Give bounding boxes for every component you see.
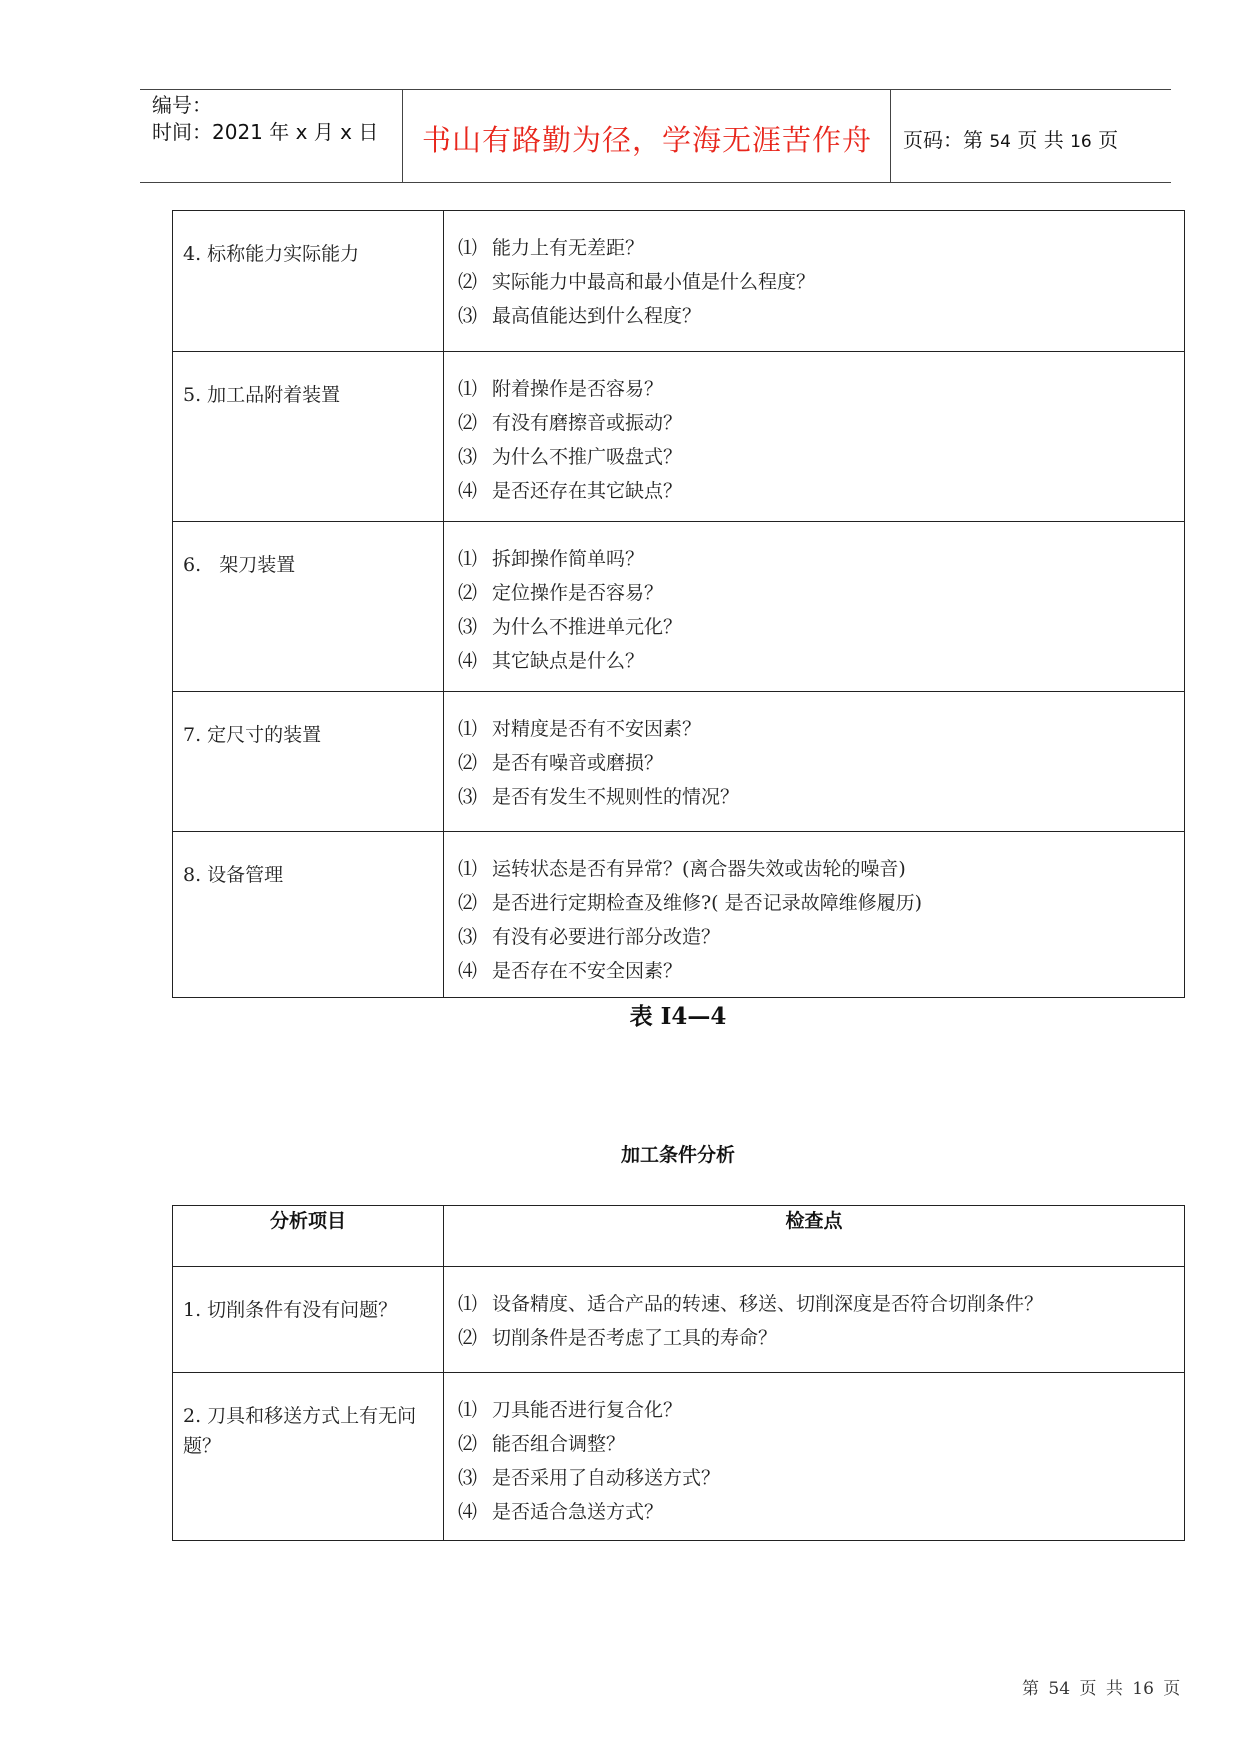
header-divider-right [890,90,891,183]
table-row [173,692,1185,832]
header-divider-left [402,90,403,183]
analysis-item: 2. 刀具和移送方式上有无问题？ [183,1405,417,1457]
check-point: ⑶ 是否有发生不规则性的情况？ [458,786,740,808]
analysis-item: 8. 设备管理 [183,864,284,886]
page-suffix: 页 [1098,128,1119,152]
check-point: ⑴ 对精度是否有不安因素？ [458,718,702,740]
analysis-item: 5. 加工品附着装置 [183,384,341,406]
check-point: ⑶ 为什么不推进单元化？ [458,616,683,638]
analysis-item: 7. 定尺寸的装置 [183,724,322,746]
analysis-item: 6. 架刀装置 [183,554,296,576]
column-header-checkpoint: 检查点 [444,1206,1185,1267]
equipment-check-table [172,210,1185,998]
header-top-rule [140,89,1171,90]
table-row [173,211,1185,352]
check-point: ⑵ 定位操作是否容易？ [458,582,664,604]
page-total: 16 [1070,132,1092,152]
document-time: 时间：2021 年 x 月 x 日 [152,120,379,144]
check-point: ⑴ 运转状态是否有异常？(离合器失效或齿轮的噪音) [458,858,906,880]
table-row [173,352,1185,522]
check-point: ⑴ 设备精度、适合产品的转速、移送、切削深度是否符合切削条件？ [458,1293,1044,1315]
table-row [173,1267,1185,1373]
check-point: ⑷ 其它缺点是什么？ [458,650,645,672]
page-prefix: 页码：第 [903,128,983,152]
check-point: ⑶ 有没有必要进行部分改造？ [458,926,721,948]
check-point: ⑴ 能力上有无差距？ [458,237,645,259]
table-row [173,1373,1185,1541]
check-point: ⑵ 是否有噪音或磨损？ [458,752,664,774]
check-point: ⑵ 实际能力中最高和最小值是什么程度？ [458,271,816,293]
check-point: ⑶ 为什么不推广吸盘式？ [458,446,683,468]
analysis-item: 4. 标称能力实际能力 [183,243,360,265]
page-current: 54 [989,132,1011,152]
page-mid: 页 共 [1017,128,1064,152]
check-point: ⑷ 是否存在不安全因素？ [458,960,683,982]
header-bottom-rule [140,182,1171,183]
check-point: ⑵ 能否组合调整？ [458,1433,626,1455]
header-motto: 书山有路勤为径，学海无涯苦作舟 [421,123,872,157]
analysis-item: 1. 切削条件有没有问题？ [183,1299,398,1321]
check-point: ⑷ 是否还存在其它缺点？ [458,480,683,502]
header-meta [152,92,378,146]
table-caption: 表 I4—4 [629,1003,727,1030]
check-point: ⑷ 是否适合急送方式？ [458,1501,664,1523]
check-point: ⑶ 是否采用了自动移送方式？ [458,1467,721,1489]
section-title: 加工条件分析 [620,1144,735,1166]
machining-conditions-table [172,1205,1185,1541]
page-footer: 第 54 页 共 16 页 [1022,1679,1181,1699]
check-point: ⑴ 附着操作是否容易？ [458,378,664,400]
check-point: ⑵ 有没有磨擦音或振动？ [458,412,683,434]
check-point: ⑴ 刀具能否进行复合化？ [458,1399,683,1421]
check-point: ⑴ 拆卸操作简单吗？ [458,548,645,570]
check-point: ⑵ 是否进行定期检查及维修?( 是否记录故障维修履历) [458,892,923,914]
column-header-item: 分析项目 [173,1206,444,1267]
table-row [173,522,1185,692]
check-point: ⑵ 切削条件是否考虑了工具的寿命？ [458,1327,778,1349]
header-page-info [903,124,1118,153]
document-number-label: 编号： [152,93,212,117]
table-row [173,832,1185,998]
check-point: ⑶ 最高值能达到什么程度？ [458,305,702,327]
table-header-row [173,1206,1185,1267]
